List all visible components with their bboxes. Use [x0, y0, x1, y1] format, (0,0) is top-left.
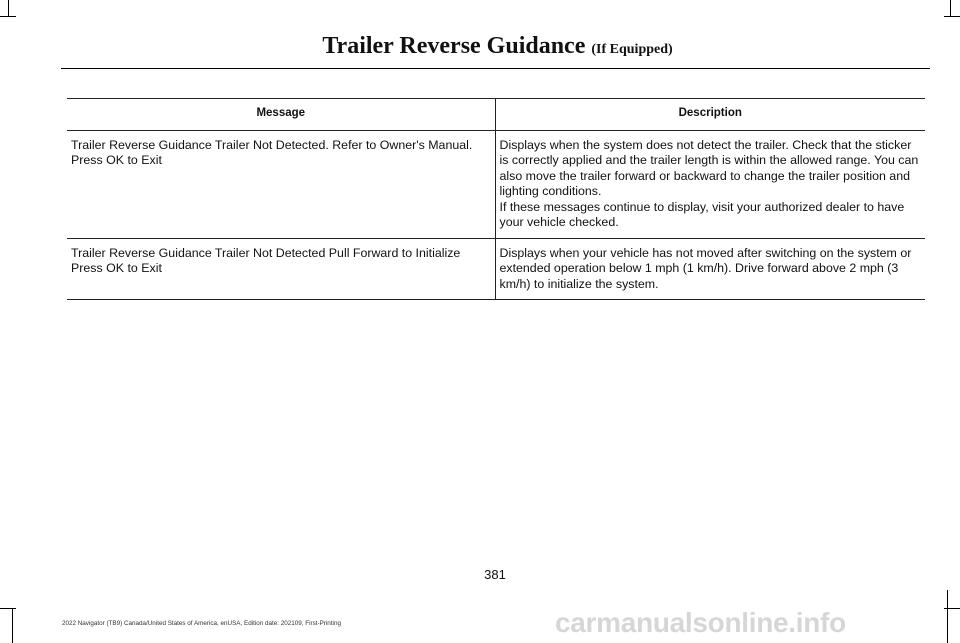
table-row	[67, 238, 925, 300]
column-header-message: Message	[67, 99, 495, 131]
crop-mark	[944, 16, 960, 17]
footer-edition-text: 2022 Navigator (TB9) Canada/United States of America, enUSA, Edition date: 202109, First-Printing	[62, 620, 341, 627]
message-cell: Trailer Reverse Guidance Trailer Not Detected. Refer to Owner's Manual. Press OK to Exit	[67, 130, 495, 238]
page-number: 381	[484, 567, 506, 582]
description-paragraph: If these messages continue to display, visit your authorized dealer to have your vehicle checked.	[499, 199, 905, 229]
column-header-description: Description	[495, 99, 925, 131]
crop-mark	[8, 0, 9, 16]
page-title-suffix: (If Equipped)	[591, 42, 673, 57]
description-paragraph: Displays when your vehicle has not moved after switching on the system or extended operation below 1 mph (1 km/h). Drive forward above 2 mph (3 km/h) to initialize the system.	[499, 245, 912, 291]
watermark-logo: carmanualsonline.info	[555, 607, 846, 638]
message-cell: Trailer Reverse Guidance Trailer Not Detected Pull Forward to Initialize Press OK to Exit	[67, 238, 495, 300]
page-title-text: Trailer Reverse Guidance	[322, 33, 586, 59]
crop-mark	[947, 590, 948, 643]
message-table	[67, 98, 925, 300]
crop-mark	[0, 608, 16, 609]
crop-mark	[950, 0, 951, 16]
header-divider	[61, 68, 930, 69]
description-cell	[495, 238, 925, 300]
table-row	[67, 130, 925, 238]
description-paragraph: Displays when the system does not detect the trailer. Check that the sticker is correctly applied and the trailer length is within the allowed range. You can also move the trailer forward or backward to change the trailer position and lighting conditions.	[499, 137, 919, 198]
crop-mark	[12, 608, 13, 643]
page-title	[0, 33, 960, 60]
table-header-row	[67, 99, 925, 131]
crop-mark	[0, 16, 16, 17]
description-cell	[495, 130, 925, 238]
